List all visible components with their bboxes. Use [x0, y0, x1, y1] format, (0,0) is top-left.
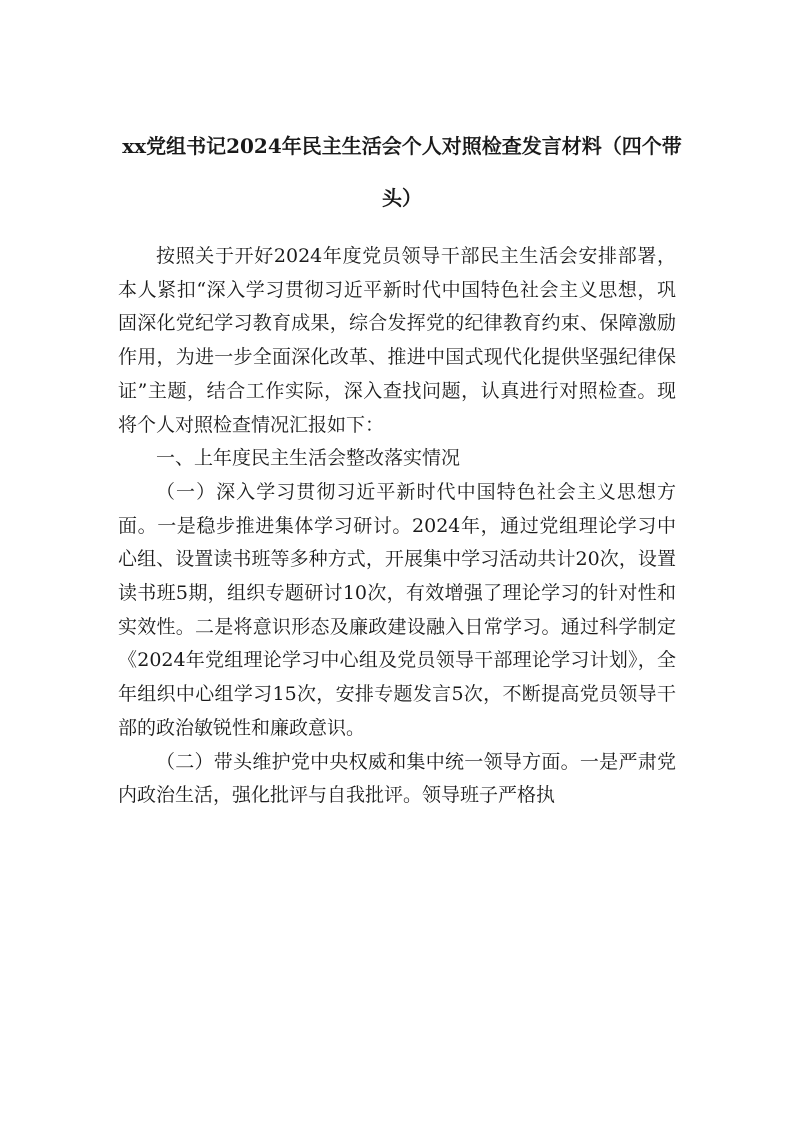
document-body: [118, 240, 676, 813]
section-2-paragraph: （二）带头维护党中央权威和集中统一领导方面。一是严肃党内政治生活，强化批评与自我批评。领导班子严格执: [118, 750, 676, 807]
section-heading: 一、上年度民主生活会整改落实情况: [156, 447, 461, 470]
section-1-paragraph: （一）深入学习贯彻习近平新时代中国特色社会主义思想方面。一是稳步推进集体学习研讨。2024年，通过党组理论学习中心组、设置读书班等多种方式，开展集中学习活动共计20次，设置读书班5期，组织专题研讨10次，有效增强了理论学习的针对性和实效性。二是将意识形态及廉政建设融入日常学习。通过科学制定《2024年党组理论学习中心组及党员领导干部理论学习计划》，全年组织中心组学习15次，安排专题发言5次，不断提高党员领导干部的政治敏锐性和廉政意识。: [118, 480, 676, 739]
intro-paragraph: 按照关于开好2024年度党员领导干部民主生活会安排部署，本人紧扣“深入学习贯彻习近平新时代中国特色社会主义思想，巩固深化党纪学习教育成果，综合发挥党的纪律教育约束、保障激励作用，为进一步全面深化改革、推进中国式现代化提供坚强纪律保证”主题，结合工作实际，深入查找问题，认真进行对照检查。现将个人对照检查情况汇报如下：: [118, 245, 676, 436]
document-title: xx党组书记2024年民主生活会个人对照检查发言材料（四个带头）: [122, 134, 682, 210]
